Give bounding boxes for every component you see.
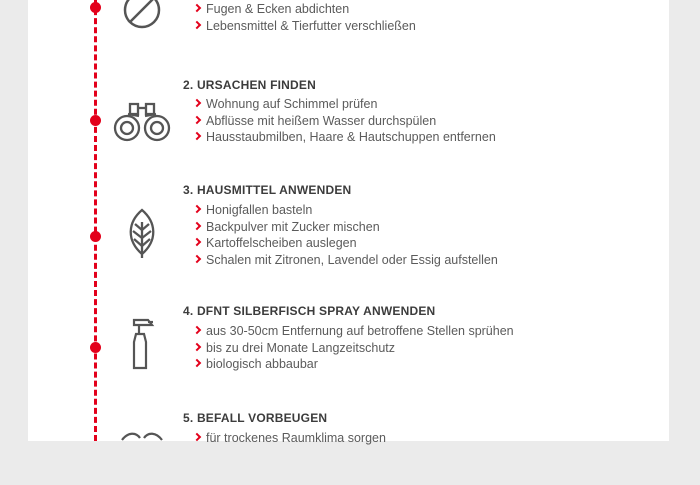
- list-item: Backpulver mit Zucker mischen: [194, 219, 498, 236]
- section-4-bullets: [194, 323, 514, 373]
- section-5-bullets: [194, 430, 386, 447]
- timeline-dot: [90, 115, 101, 126]
- list-item: Honigfallen basteln: [194, 202, 498, 219]
- humidity-icon: [112, 428, 172, 480]
- list-item: Kartoffelscheiben auslegen: [194, 235, 498, 252]
- list-item: für trockenes Raumklima sorgen: [194, 430, 386, 447]
- section-heading: 4. DFNT SILBERFISCH SPRAY ANWENDEN: [183, 304, 436, 318]
- section-heading: 3. HAUSMITTEL ANWENDEN: [183, 183, 352, 197]
- no-entry-icon: [112, 0, 172, 36]
- list-item: Fugen & Ecken abdichten: [194, 1, 416, 18]
- section-2-bullets: [194, 96, 496, 146]
- list-item: Hausstaubmilben, Haare & Hautschuppen entfernen: [194, 129, 496, 146]
- binoculars-icon: [112, 96, 172, 148]
- timeline-dot: [90, 231, 101, 242]
- list-item: Schalen mit Zitronen, Lavendel oder Essig aufstellen: [194, 252, 498, 269]
- leaf-icon: [112, 208, 172, 260]
- section-1-bullets: [194, 1, 416, 34]
- section-heading: 5. BEFALL VORBEUGEN: [183, 411, 328, 425]
- section-3-bullets: [194, 202, 498, 268]
- timeline-dot: [90, 342, 101, 353]
- list-item: bis zu drei Monate Langzeitschutz: [194, 340, 514, 357]
- timeline-dot: [90, 2, 101, 13]
- list-item: Abflüsse mit heißem Wasser durchspülen: [194, 113, 496, 130]
- list-item: biologisch abbaubar: [194, 356, 514, 373]
- section-heading: 2. URSACHEN FINDEN: [183, 78, 316, 92]
- timeline-line: [94, 0, 97, 441]
- list-item: Wohnung auf Schimmel prüfen: [194, 96, 496, 113]
- list-item: Lebensmittel & Tierfutter verschließen: [194, 18, 416, 35]
- spray-bottle-icon: [112, 318, 172, 370]
- list-item: aus 30-50cm Entfernung auf betroffene Stellen sprühen: [194, 323, 514, 340]
